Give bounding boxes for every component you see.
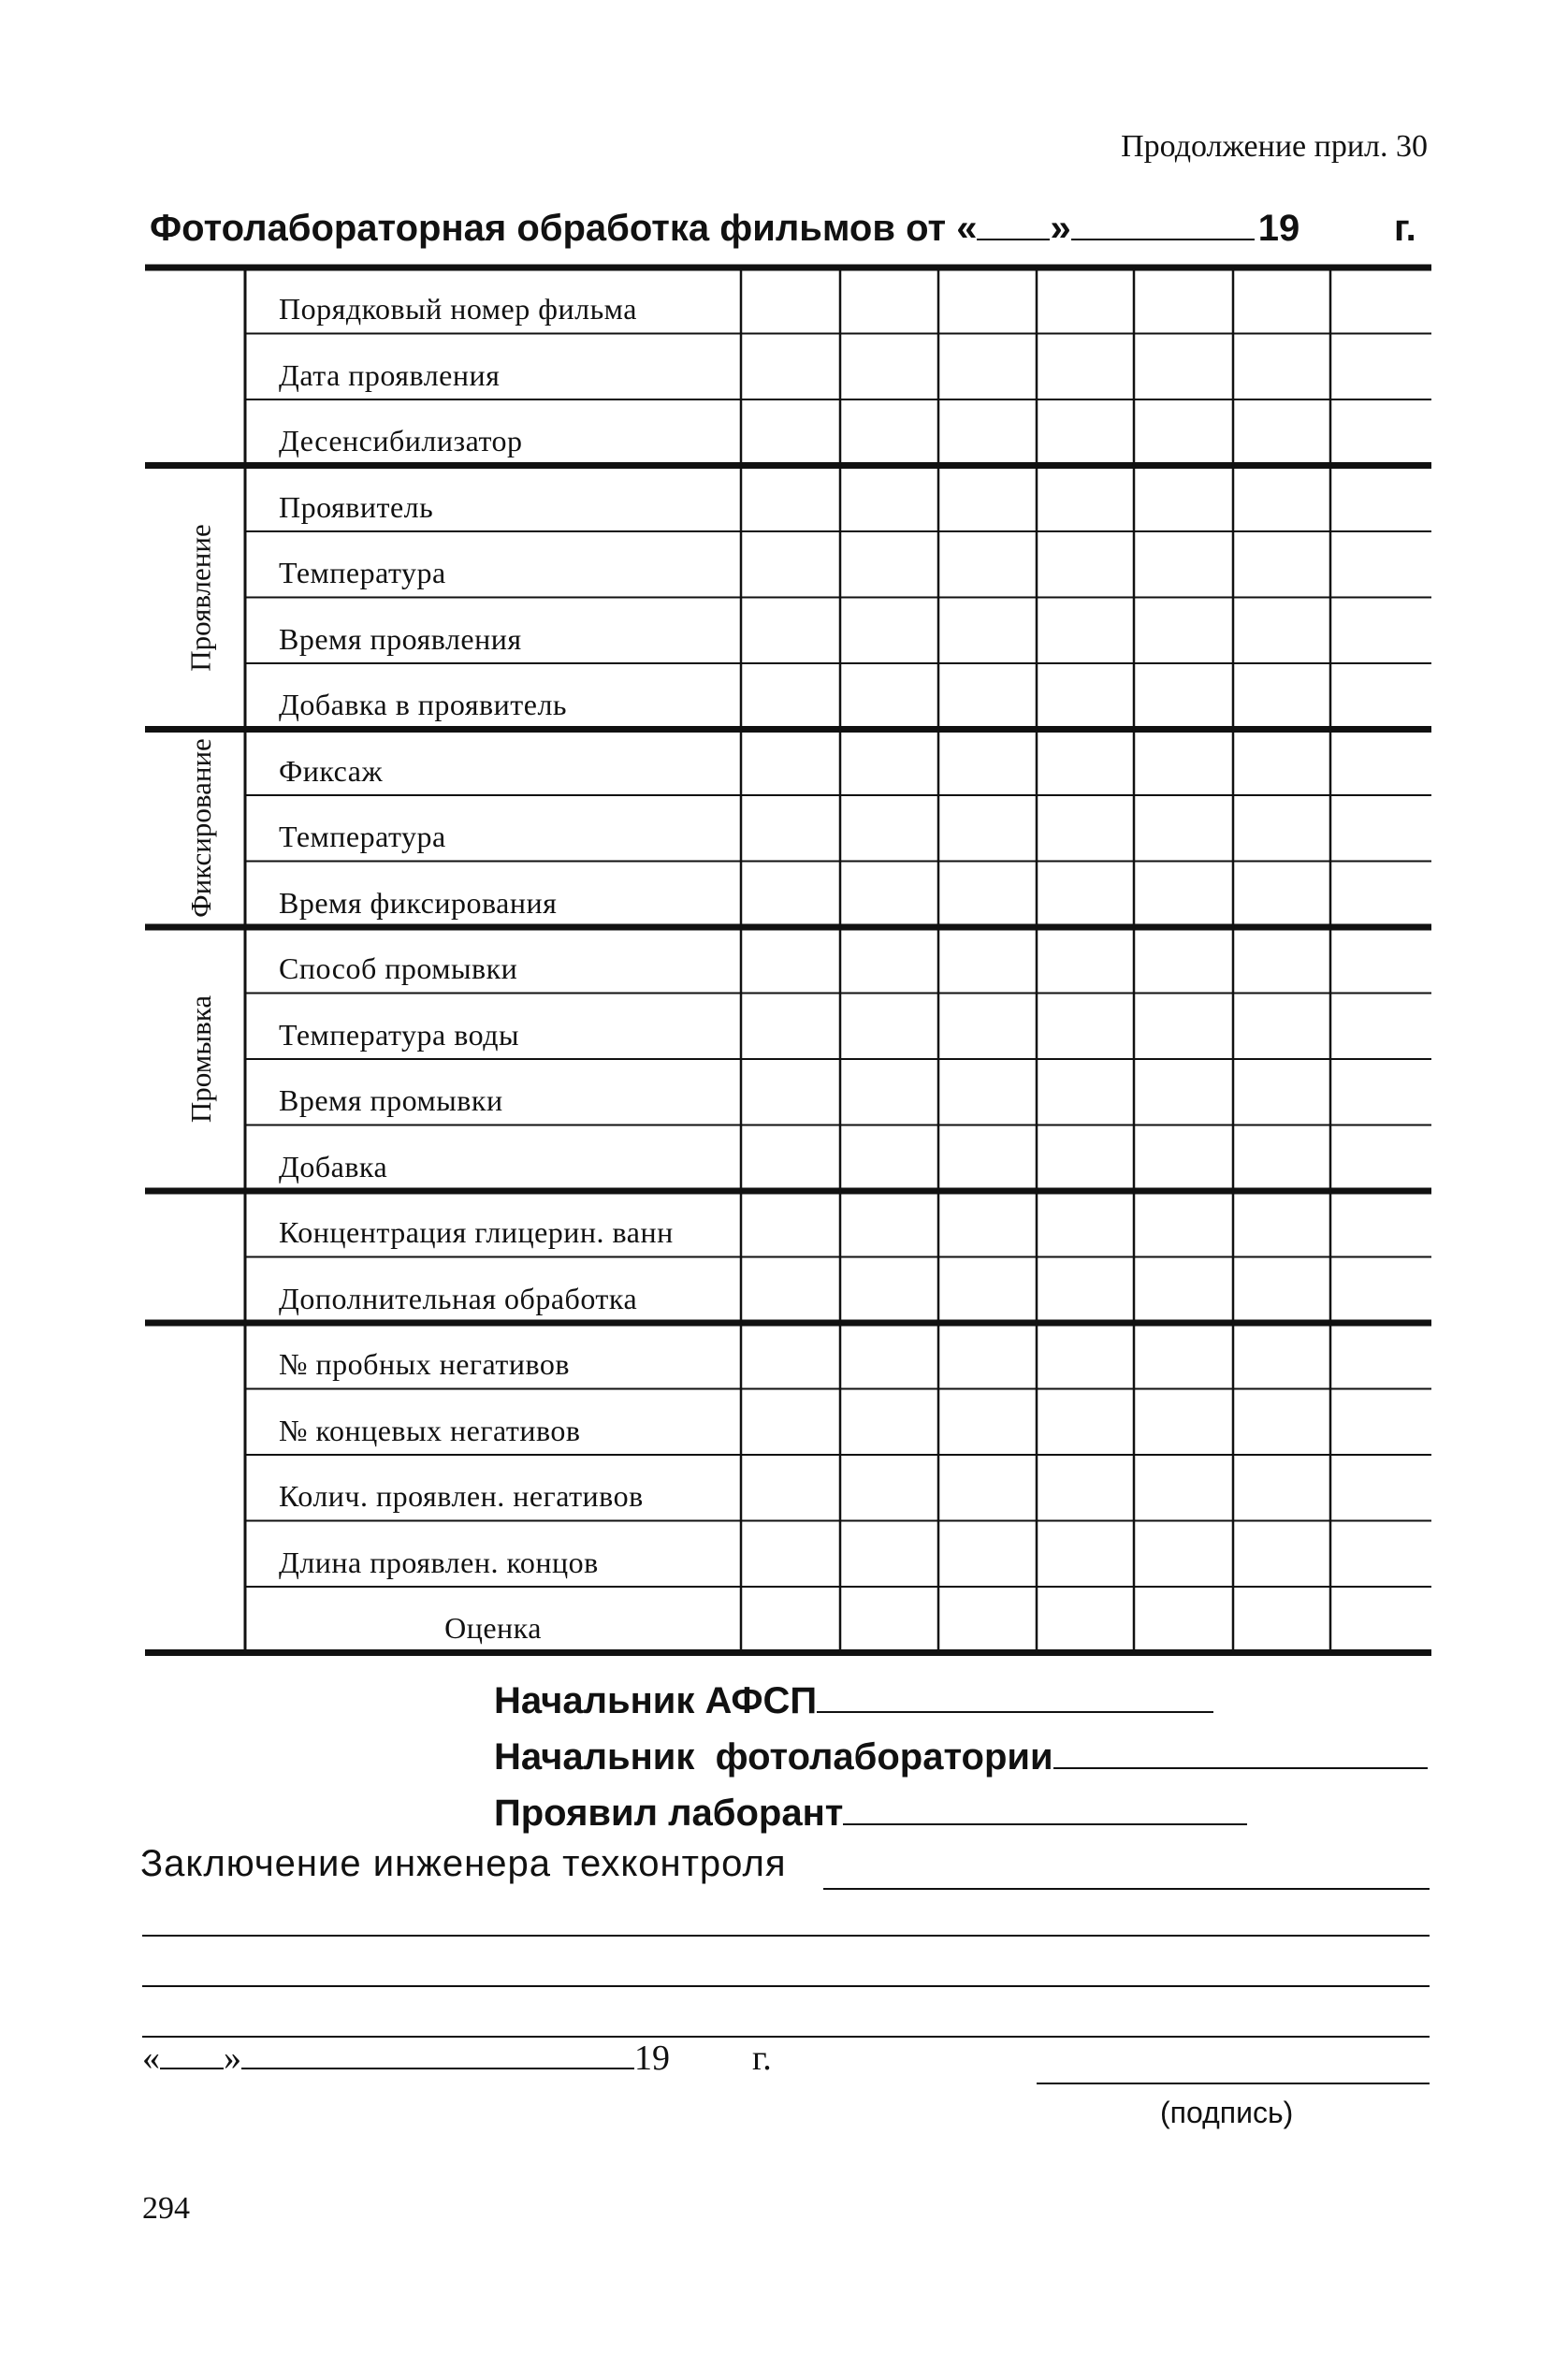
chief-lab-label: Начальник фотолаборатории bbox=[494, 1736, 1053, 1778]
table-cell[interactable] bbox=[842, 601, 936, 661]
table-cell[interactable] bbox=[940, 1524, 1035, 1585]
table-cell[interactable] bbox=[1136, 666, 1231, 727]
table-cell[interactable] bbox=[1038, 469, 1132, 530]
table-cell[interactable] bbox=[1136, 337, 1231, 398]
table-cell[interactable] bbox=[940, 666, 1035, 727]
table-cell[interactable] bbox=[1136, 1392, 1231, 1453]
table-cell[interactable] bbox=[940, 337, 1035, 398]
table-cell[interactable] bbox=[743, 601, 838, 661]
table-cell[interactable] bbox=[1235, 1326, 1328, 1386]
group-label: Проявление bbox=[183, 523, 217, 672]
table-cell[interactable] bbox=[1332, 337, 1430, 398]
table-cell[interactable] bbox=[743, 733, 838, 793]
table-cell[interactable] bbox=[1235, 1062, 1328, 1123]
row-label: Порядковый номер фильма bbox=[279, 292, 637, 326]
table-cell[interactable] bbox=[1235, 864, 1328, 925]
row-label: Время промывки bbox=[279, 1083, 503, 1117]
table-cell[interactable] bbox=[1235, 996, 1328, 1057]
table-cell[interactable] bbox=[1235, 601, 1328, 661]
table-cell[interactable] bbox=[1136, 1128, 1231, 1189]
table-cell[interactable] bbox=[1235, 1458, 1328, 1518]
row-label: Дополнительная обработка bbox=[279, 1281, 638, 1315]
table-cell[interactable] bbox=[743, 1194, 838, 1255]
table-cell[interactable] bbox=[1332, 1589, 1430, 1650]
table-cell[interactable] bbox=[940, 270, 1035, 331]
table-cell[interactable] bbox=[743, 534, 838, 595]
title-close-quote: » bbox=[1050, 208, 1071, 249]
table-cell[interactable] bbox=[743, 337, 838, 398]
table-cell[interactable] bbox=[940, 864, 1035, 925]
table-cell[interactable] bbox=[940, 1458, 1035, 1518]
table-cell[interactable] bbox=[1332, 666, 1430, 727]
table-cell[interactable] bbox=[842, 1458, 936, 1518]
table-cell[interactable] bbox=[1332, 1392, 1430, 1453]
table-cell[interactable] bbox=[842, 337, 936, 398]
table-cell[interactable] bbox=[940, 996, 1035, 1057]
row-label: Температура воды bbox=[279, 1017, 519, 1052]
table-cell[interactable] bbox=[1332, 864, 1430, 925]
continuation-note: Продолжение прил. 30 bbox=[1121, 129, 1428, 164]
footer-month-blank[interactable] bbox=[241, 2068, 634, 2069]
table-cell[interactable] bbox=[940, 1392, 1035, 1453]
table-cell[interactable] bbox=[1332, 1524, 1430, 1585]
title-year-prefix: 19 bbox=[1257, 208, 1300, 249]
table-cell[interactable] bbox=[1332, 798, 1430, 859]
footer-close-quote: » bbox=[224, 2039, 241, 2078]
table-cell[interactable] bbox=[1332, 402, 1430, 463]
table-cell[interactable] bbox=[1136, 270, 1231, 331]
row-label: Температура bbox=[279, 820, 446, 853]
table-cell[interactable] bbox=[940, 733, 1035, 793]
table-cell[interactable] bbox=[1332, 469, 1430, 530]
table-cell[interactable] bbox=[743, 798, 838, 859]
table-cell[interactable] bbox=[1235, 1260, 1328, 1321]
table-cell[interactable] bbox=[1038, 402, 1132, 463]
table-cell[interactable] bbox=[842, 1062, 936, 1123]
footer-open-quote: « bbox=[142, 2039, 160, 2078]
table-cell[interactable] bbox=[1038, 1128, 1132, 1189]
table-cell[interactable] bbox=[940, 402, 1035, 463]
table-cell[interactable] bbox=[1235, 337, 1328, 398]
table-cell[interactable] bbox=[1136, 534, 1231, 595]
chief-lab-line bbox=[494, 1736, 1428, 1778]
table-cell[interactable] bbox=[1038, 930, 1132, 991]
table-cell[interactable] bbox=[842, 469, 936, 530]
row-label: Дата проявления bbox=[279, 357, 501, 392]
table-cell[interactable] bbox=[1038, 337, 1132, 398]
page-number: 294 bbox=[142, 2191, 190, 2226]
table-cell[interactable] bbox=[940, 1260, 1035, 1321]
title-text: Фотолабораторная обработка фильмов от « bbox=[150, 208, 978, 249]
table-cell[interactable] bbox=[1038, 601, 1132, 661]
table-cell[interactable] bbox=[743, 666, 838, 727]
table-cell[interactable] bbox=[842, 1194, 936, 1255]
table-cell[interactable] bbox=[1235, 1589, 1328, 1650]
footer-signature-field[interactable] bbox=[1037, 2083, 1430, 2084]
developed-by-label: Проявил лаборант bbox=[494, 1793, 844, 1834]
row-label: № концевых негативов bbox=[279, 1413, 581, 1447]
row-label: Концентрация глицерин. ванн bbox=[279, 1215, 674, 1249]
table-cell[interactable] bbox=[743, 402, 838, 463]
table-cell[interactable] bbox=[1235, 1392, 1328, 1453]
chief-afsp-label: Начальник АФСП bbox=[494, 1680, 818, 1721]
table-cell[interactable] bbox=[842, 1392, 936, 1453]
footer-day-blank[interactable] bbox=[160, 2068, 224, 2069]
table-cell[interactable] bbox=[1332, 1062, 1430, 1123]
table-cell[interactable] bbox=[1235, 270, 1328, 331]
chief-lab-signature-field[interactable] bbox=[1053, 1766, 1428, 1769]
table-cell[interactable] bbox=[743, 1062, 838, 1123]
table-cell[interactable] bbox=[743, 996, 838, 1057]
table-cell[interactable] bbox=[1332, 996, 1430, 1057]
table-cell[interactable] bbox=[1235, 402, 1328, 463]
footer-year-suffix: г. bbox=[752, 2039, 772, 2078]
conclusion-field-3[interactable] bbox=[142, 1985, 1430, 1987]
table-cell[interactable] bbox=[842, 930, 936, 991]
table-cell[interactable] bbox=[1136, 798, 1231, 859]
row-label: Колич. проявлен. негативов bbox=[279, 1479, 644, 1513]
table-cell[interactable] bbox=[743, 1326, 838, 1386]
table-cell[interactable] bbox=[1136, 1260, 1231, 1321]
table-cell[interactable] bbox=[842, 733, 936, 793]
table-cell[interactable] bbox=[1235, 1524, 1328, 1585]
table-cell[interactable] bbox=[842, 1326, 936, 1386]
table-cell[interactable] bbox=[1136, 996, 1231, 1057]
table-cell[interactable] bbox=[1038, 1194, 1132, 1255]
table-cell[interactable] bbox=[1136, 469, 1231, 530]
table-cell[interactable] bbox=[940, 930, 1035, 991]
footer-year-prefix: 19 bbox=[634, 2039, 670, 2078]
table-cell[interactable] bbox=[842, 1260, 936, 1321]
table-cell[interactable] bbox=[842, 996, 936, 1057]
developed-by-line bbox=[494, 1793, 1247, 1835]
table-cell[interactable] bbox=[1136, 1458, 1231, 1518]
table-cell[interactable] bbox=[1235, 534, 1328, 595]
table-cell[interactable] bbox=[743, 1128, 838, 1189]
table-cell[interactable] bbox=[1235, 1128, 1328, 1189]
row-label: Время проявления bbox=[279, 621, 522, 656]
signature-caption: (подпись) bbox=[1160, 2096, 1294, 2129]
table-cell[interactable] bbox=[1332, 601, 1430, 661]
table-cell[interactable] bbox=[1332, 534, 1430, 595]
row-label: Оценка bbox=[444, 1611, 542, 1645]
row-label: № пробных негативов bbox=[279, 1347, 570, 1381]
table-cell[interactable] bbox=[1235, 666, 1328, 727]
table-cell[interactable] bbox=[743, 930, 838, 991]
conclusion-field-2[interactable] bbox=[142, 1935, 1430, 1937]
table-cell[interactable] bbox=[743, 1458, 838, 1518]
table-cell[interactable] bbox=[743, 469, 838, 530]
table-cell[interactable] bbox=[842, 666, 936, 727]
row-label: Проявитель bbox=[279, 489, 434, 524]
table-cell[interactable] bbox=[842, 864, 936, 925]
table-cell[interactable] bbox=[1332, 1128, 1430, 1189]
table-cell[interactable] bbox=[940, 1062, 1035, 1123]
table-cell[interactable] bbox=[1038, 733, 1132, 793]
table-cell[interactable] bbox=[940, 1326, 1035, 1386]
row-label: Добавка в проявитель bbox=[279, 688, 568, 721]
table-cell[interactable] bbox=[1332, 930, 1430, 991]
table-cell[interactable] bbox=[1332, 1260, 1430, 1321]
table-cell[interactable] bbox=[940, 798, 1035, 859]
table-cell[interactable] bbox=[1038, 1589, 1132, 1650]
table-cell[interactable] bbox=[1332, 1458, 1430, 1518]
table-cell[interactable] bbox=[1235, 930, 1328, 991]
conclusion-line bbox=[140, 1843, 787, 1885]
table-cell[interactable] bbox=[940, 469, 1035, 530]
row-label: Температура bbox=[279, 556, 446, 589]
table-cell[interactable] bbox=[1038, 864, 1132, 925]
group-label: Промывка bbox=[183, 994, 217, 1124]
row-label: Десенсибилизатор bbox=[279, 424, 523, 457]
table-cell[interactable] bbox=[1038, 666, 1132, 727]
table-cell[interactable] bbox=[842, 1589, 936, 1650]
table-cell[interactable] bbox=[1332, 1194, 1430, 1255]
table-cell[interactable] bbox=[1038, 270, 1132, 331]
conclusion-field-1[interactable] bbox=[823, 1888, 1430, 1890]
table-cell[interactable] bbox=[842, 1128, 936, 1189]
table-cell[interactable] bbox=[1038, 1062, 1132, 1123]
table-cell[interactable] bbox=[842, 534, 936, 595]
footer-date bbox=[142, 2038, 772, 2079]
table-cell[interactable] bbox=[842, 798, 936, 859]
table-cell[interactable] bbox=[1136, 930, 1231, 991]
table-cell[interactable] bbox=[1136, 1524, 1231, 1585]
table-cell[interactable] bbox=[1332, 270, 1430, 331]
table-cell[interactable] bbox=[1235, 733, 1328, 793]
table-cell[interactable] bbox=[1332, 733, 1430, 793]
group-label: Фиксирование bbox=[183, 738, 217, 919]
table-cell[interactable] bbox=[940, 534, 1035, 595]
table-cell[interactable] bbox=[743, 864, 838, 925]
row-label: Время фиксирования bbox=[279, 885, 558, 920]
row-label: Добавка bbox=[279, 1149, 388, 1183]
table-cell[interactable] bbox=[1235, 1194, 1328, 1255]
row-label: Фиксаж bbox=[279, 753, 384, 788]
table-cell[interactable] bbox=[1136, 1589, 1231, 1650]
table-cell[interactable] bbox=[842, 1524, 936, 1585]
table-cell[interactable] bbox=[1332, 1326, 1430, 1386]
table-cell[interactable] bbox=[1136, 733, 1231, 793]
table-cell[interactable] bbox=[1235, 469, 1328, 530]
table-cell[interactable] bbox=[1038, 1458, 1132, 1518]
table-cell[interactable] bbox=[1235, 798, 1328, 859]
table-cell[interactable] bbox=[1136, 1194, 1231, 1255]
chief-afsp-line bbox=[494, 1680, 1213, 1722]
table-cell[interactable] bbox=[743, 1589, 838, 1650]
table-cell[interactable] bbox=[1038, 996, 1132, 1057]
table-cell[interactable] bbox=[743, 1392, 838, 1453]
chief-afsp-signature-field[interactable] bbox=[817, 1710, 1213, 1713]
table-cell[interactable] bbox=[1038, 798, 1132, 859]
table-cell[interactable] bbox=[1038, 1524, 1132, 1585]
table-cell[interactable] bbox=[1136, 1326, 1231, 1386]
table-cell[interactable] bbox=[940, 601, 1035, 661]
table-cell[interactable] bbox=[1136, 402, 1231, 463]
table-cell[interactable] bbox=[1136, 864, 1231, 925]
table-cell[interactable] bbox=[1038, 1260, 1132, 1321]
table-cell[interactable] bbox=[842, 270, 936, 331]
table-cell[interactable] bbox=[1038, 1326, 1132, 1386]
table-cell[interactable] bbox=[940, 1589, 1035, 1650]
conclusion-label: Заключение инженера техконтроля bbox=[140, 1843, 787, 1884]
table-cell[interactable] bbox=[1038, 534, 1132, 595]
table-cell[interactable] bbox=[940, 1194, 1035, 1255]
row-label: Способ промывки bbox=[279, 951, 518, 985]
table-cell[interactable] bbox=[940, 1128, 1035, 1189]
table-cell[interactable] bbox=[1136, 601, 1231, 661]
developed-by-signature-field[interactable] bbox=[843, 1822, 1247, 1825]
table-cell[interactable] bbox=[1136, 1062, 1231, 1123]
table-cell[interactable] bbox=[1038, 1392, 1132, 1453]
table-cell[interactable] bbox=[743, 270, 838, 331]
table-cell[interactable] bbox=[842, 402, 936, 463]
table-cell[interactable] bbox=[743, 1260, 838, 1321]
title-year-suffix: г. bbox=[1394, 208, 1416, 249]
row-label: Длина проявлен. концов bbox=[279, 1545, 599, 1579]
table-cell[interactable] bbox=[743, 1524, 838, 1585]
